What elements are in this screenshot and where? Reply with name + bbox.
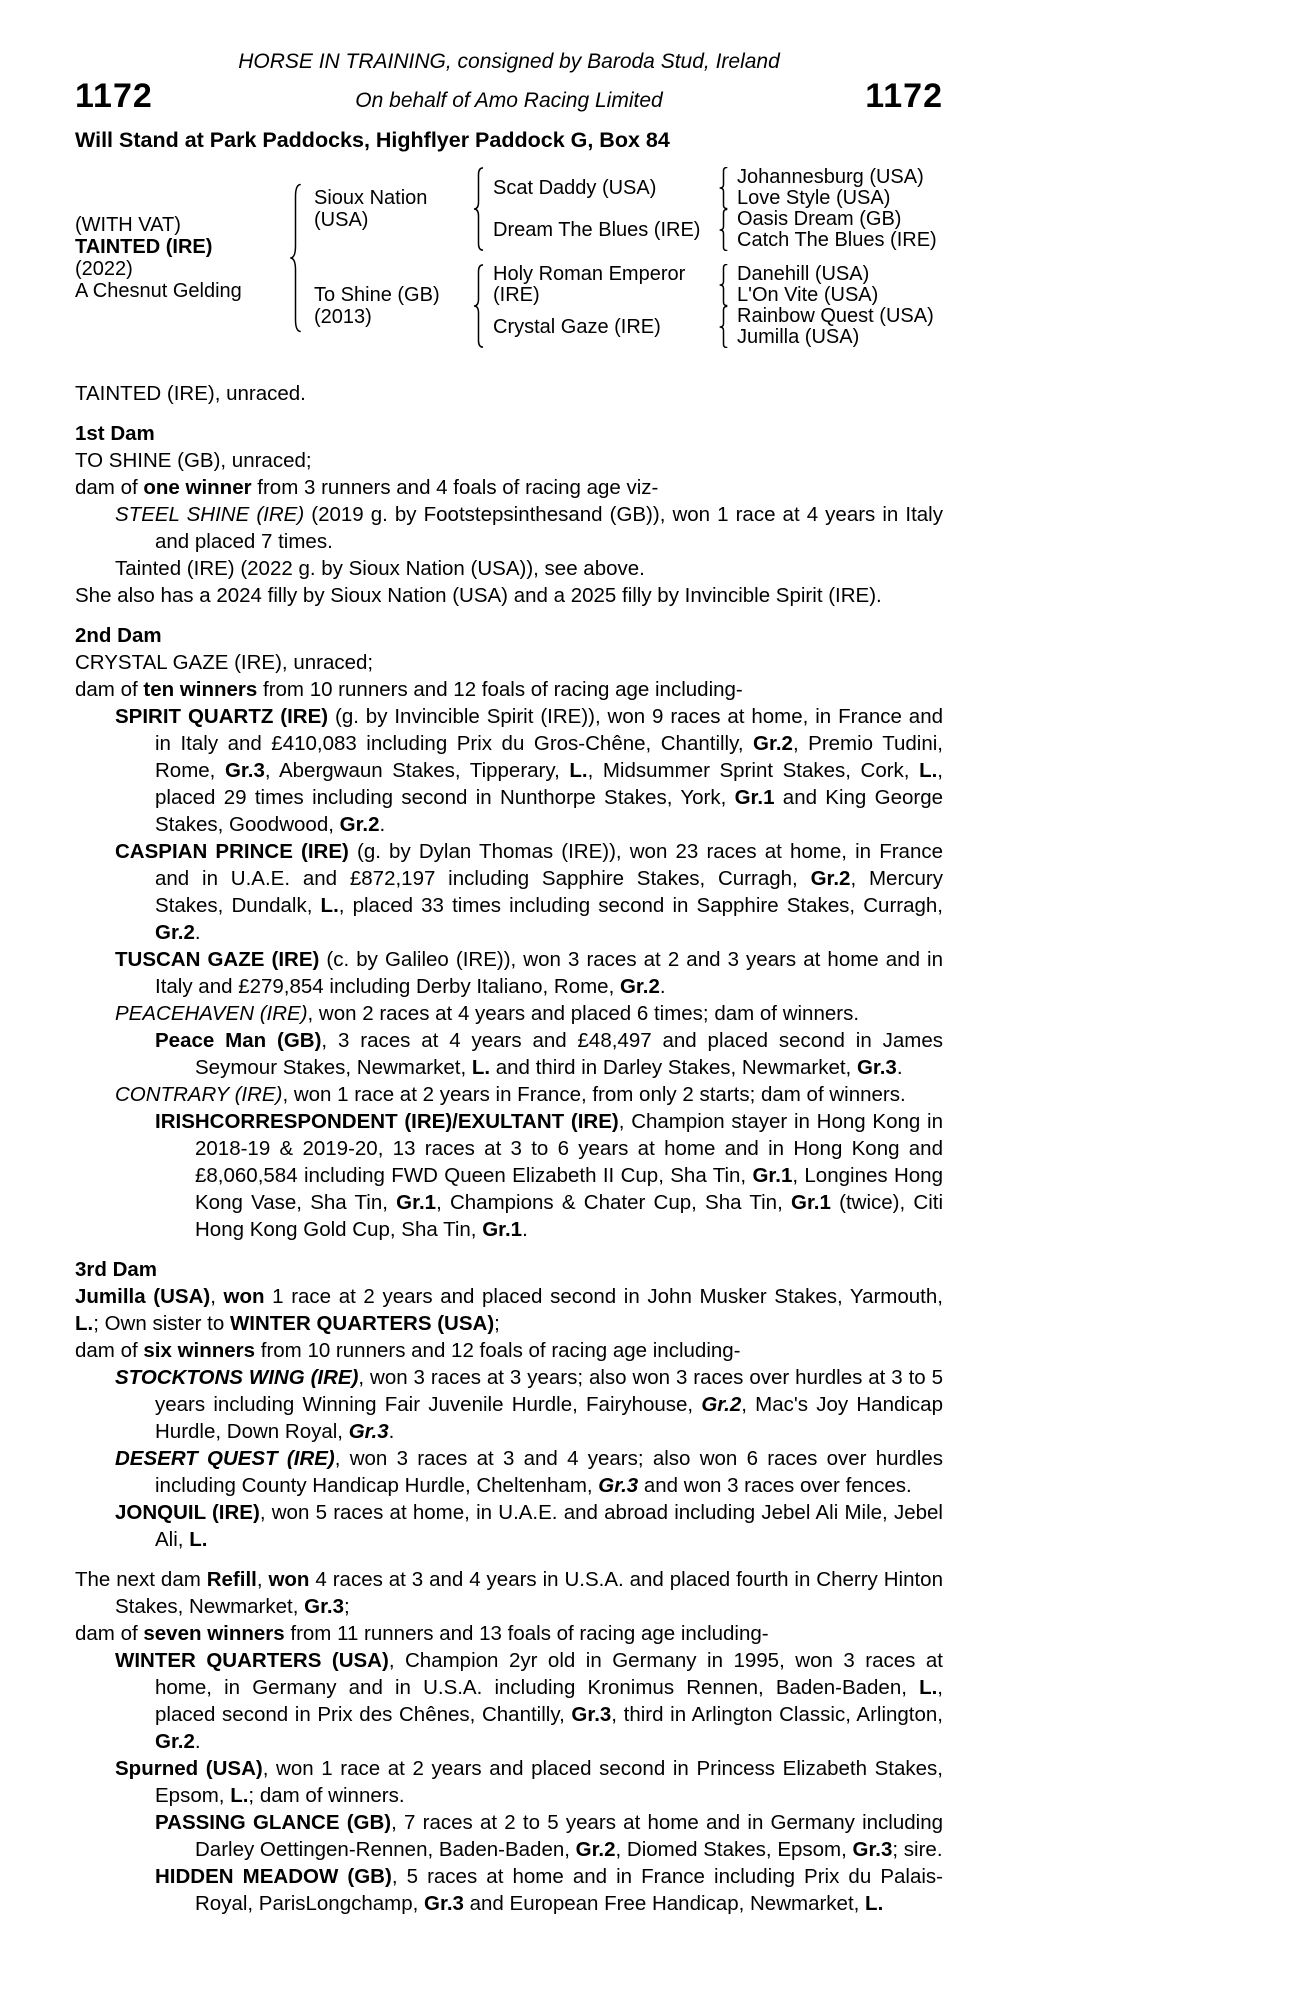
paragraph: SPIRIT QUARTZ (IRE) (g. by Invincible Spirit (IRE)), won 9 races at home, in France and in Italy and £410,083 including Prix du Gros-Chêne, Chantilly, Gr.2, Premio Tudini, Rome, Gr.3, Abergwaun Stakes, Tipperary, L., Midsummer Sprint Stakes, Cork, L., placed 29 times including second in Nunthorpe Stakes, York, Gr.1 and King George Stakes, Goodwood, Gr.2. <box>115 705 944 836</box>
pedigree-chart <box>75 167 943 348</box>
great-grandsire: Oasis Dream (GB) <box>737 208 902 230</box>
grandsire-row <box>493 264 943 306</box>
section-gap <box>75 609 943 622</box>
lot-number-left: 1172 <box>75 77 153 115</box>
granddam-row <box>493 306 943 348</box>
section-heading: 3rd Dam <box>75 1258 158 1281</box>
paragraph: CASPIAN PRINCE (IRE) (g. by Dylan Thomas (IRE)), won 23 races at home, in France and in U.A.E. and £872,197 including Sapphire Stakes, Curragh, Gr.2, Mercury Stakes, Dundalk, L., placed 33 times including second in Sapphire Stakes, Curragh, Gr.2. <box>115 840 943 944</box>
paragraph: Jumilla (USA), won 1 race at 2 years and placed second in John Musker Stakes, Yarmouth, L.; Own sister to WINTER QUARTERS (USA); <box>75 1285 943 1335</box>
section-gap <box>75 1243 943 1256</box>
great-grandparents <box>737 209 943 251</box>
horse-description: A Chesnut Gelding <box>75 279 242 302</box>
paragraph: Tainted (IRE) (2022 g. by Sioux Nation (USA)), see above. <box>115 557 645 580</box>
consignor-line: HORSE IN TRAINING, consigned by Baroda Stud, Ireland <box>238 50 780 73</box>
granddam-name: Crystal Gaze (IRE) <box>493 315 661 338</box>
great-grandsire: Danehill (USA) <box>737 263 870 285</box>
brace-icon <box>718 167 729 209</box>
horse-info <box>75 214 288 302</box>
sire-name: Sioux Nation (USA) <box>314 187 428 231</box>
brace-icon <box>718 306 729 348</box>
paragraph: STOCKTONS WING (IRE), won 3 races at 3 years; also won 3 races over hurdles at 3 to 5 years including Winning Fair Juvenile Hurdle, Fairyhouse, Gr.2, Mac's Joy Handicap Hurdle, Down Royal, Gr.3. <box>115 1366 944 1443</box>
paragraph: IRISHCORRESPONDENT (IRE)/EXULTANT (IRE), Champion stayer in Hong Kong in 2018-19 & 2019-20, 13 races at 3 to 6 years at home and in Hong Kong and £8,060,584 including FWD Queen Elizabeth II Cup, Sha Tin, Gr.1, Longines Hong Kong Vase, Sha Tin, Gr.1, Champions & Chater Cup, Sha Tin, Gr.1 (twice), Citi Hong Kong Gold Cup, Sha Tin, Gr.1. <box>155 1110 944 1241</box>
catalogue-body <box>75 380 943 1917</box>
great-granddam: Love Style (USA) <box>737 187 891 209</box>
horse-name: TAINTED (IRE) <box>75 235 213 258</box>
brace-icon <box>288 183 303 333</box>
great-granddam: Jumilla (USA) <box>737 326 860 348</box>
brace-icon <box>472 167 485 251</box>
grandsire-row <box>493 167 943 209</box>
dam-name: To Shine (GB) (2013) <box>314 284 440 328</box>
paragraph: TAINTED (IRE), unraced. <box>75 382 306 405</box>
great-grandsire: Johannesburg (USA) <box>737 166 924 188</box>
section-gap <box>75 1553 943 1566</box>
paragraph: TO SHINE (GB), unraced; <box>75 449 312 472</box>
paragraph: STEEL SHINE (IRE) (2019 g. by Footstepsinthesand (GB)), won 1 race at 4 years in Italy and placed 7 times. <box>115 503 943 553</box>
on-behalf-line: On behalf of Amo Racing Limited <box>355 89 663 112</box>
paragraph: DESERT QUEST (IRE), won 3 races at 3 and 4 years; also won 6 races over hurdles including County Handicap Hurdle, Cheltenham, Gr.3 and won 3 races over fences. <box>115 1447 943 1497</box>
great-grandparents <box>737 167 943 209</box>
section-heading: 2nd Dam <box>75 624 162 647</box>
granddam-row <box>493 209 943 251</box>
paragraph: She also has a 2024 filly by Sioux Nation (USA) and a 2025 filly by Invincible Spirit (IRE). <box>75 584 882 607</box>
brace-icon <box>472 264 485 348</box>
brace-icon <box>718 209 729 251</box>
grandsire-name: Scat Daddy (USA) <box>493 176 657 199</box>
great-grandsire: Rainbow Quest (USA) <box>737 305 934 327</box>
sire-row <box>314 167 943 251</box>
brace-icon <box>718 264 729 306</box>
horse-year: (2022) <box>75 257 133 280</box>
vat-note: (WITH VAT) <box>75 213 181 236</box>
paragraph: HIDDEN MEADOW (GB), 5 races at home and in France including Prix du Palais-Royal, ParisLongchamp, Gr.3 and European Free Handicap, Newmarket, L. <box>155 1865 943 1915</box>
great-granddam: L'On Vite (USA) <box>737 284 879 306</box>
paragraph: PEACEHAVEN (IRE), won 2 races at 4 years and placed 6 times; dam of winners. <box>115 1002 860 1025</box>
paragraph: JONQUIL (IRE), won 5 races at home, in U.A.E. and abroad including Jebel Ali Mile, Jebel Ali, L. <box>115 1501 943 1551</box>
grandsire-name: Holy Roman Emperor (IRE) <box>493 263 686 306</box>
granddam-name: Dream The Blues (IRE) <box>493 218 701 241</box>
pedigree-parents <box>314 167 943 348</box>
paragraph: TUSCAN GAZE (IRE) (c. by Galileo (IRE)), won 3 races at 2 and 3 years at home and in Italy and £279,854 including Derby Italiano, Rome, Gr.2. <box>115 948 944 998</box>
great-grandparents <box>737 264 943 306</box>
great-granddam: Catch The Blues (IRE) <box>737 229 937 251</box>
paragraph: CRYSTAL GAZE (IRE), unraced; <box>75 651 374 674</box>
section-gap <box>75 407 943 420</box>
dam-grandparents <box>493 264 943 348</box>
catalogue-page <box>75 0 943 1917</box>
dam-row <box>314 264 943 348</box>
paragraph: CONTRARY (IRE), won 1 race at 2 years in France, from only 2 starts; dam of winners. <box>115 1083 906 1106</box>
sire-grandparents <box>493 167 943 251</box>
section-heading: 1st Dam <box>75 422 155 445</box>
paragraph: dam of seven winners from 11 runners and 13 foals of racing age including- <box>75 1622 769 1645</box>
lot-row <box>75 77 943 116</box>
paragraph: PASSING GLANCE (GB), 7 races at 2 to 5 years at home and in Germany including Darley Oettingen-Rennen, Baden-Baden, Gr.2, Diomed Stakes, Epsom, Gr.3; sire. <box>155 1811 943 1861</box>
paragraph: WINTER QUARTERS (USA), Champion 2yr old in Germany in 1995, won 3 races at home, in Germany and in U.S.A. including Kronimus Rennen, Baden-Baden, L., placed second in Prix des Chênes, Chantilly, Gr.3, third in Arlington Classic, Arlington, Gr.2. <box>115 1649 943 1753</box>
paragraph: Spurned (USA), won 1 race at 2 years and placed second in Princess Elizabeth Stakes, Epsom, L.; dam of winners. <box>115 1757 943 1807</box>
paragraph: dam of ten winners from 10 runners and 12 foals of racing age including- <box>75 678 743 701</box>
paragraph: dam of one winner from 3 runners and 4 foals of racing age viz- <box>75 476 659 499</box>
stand-location-line: Will Stand at Park Paddocks, Highflyer Paddock G, Box 84 <box>75 128 670 152</box>
great-grandparents <box>737 306 943 348</box>
paragraph: The next dam Refill, won 4 races at 3 and 4 years in U.S.A. and placed fourth in Cherry Hinton Stakes, Newmarket, Gr.3; <box>75 1568 943 1618</box>
paragraph: Peace Man (GB), 3 races at 4 years and £48,497 and placed second in James Seymour Stakes, Newmarket, L. and third in Darley Stakes, Newmarket, Gr.3. <box>155 1029 944 1079</box>
paragraph: dam of six winners from 10 runners and 12 foals of racing age including- <box>75 1339 741 1362</box>
lot-number-right: 1172 <box>865 77 943 115</box>
